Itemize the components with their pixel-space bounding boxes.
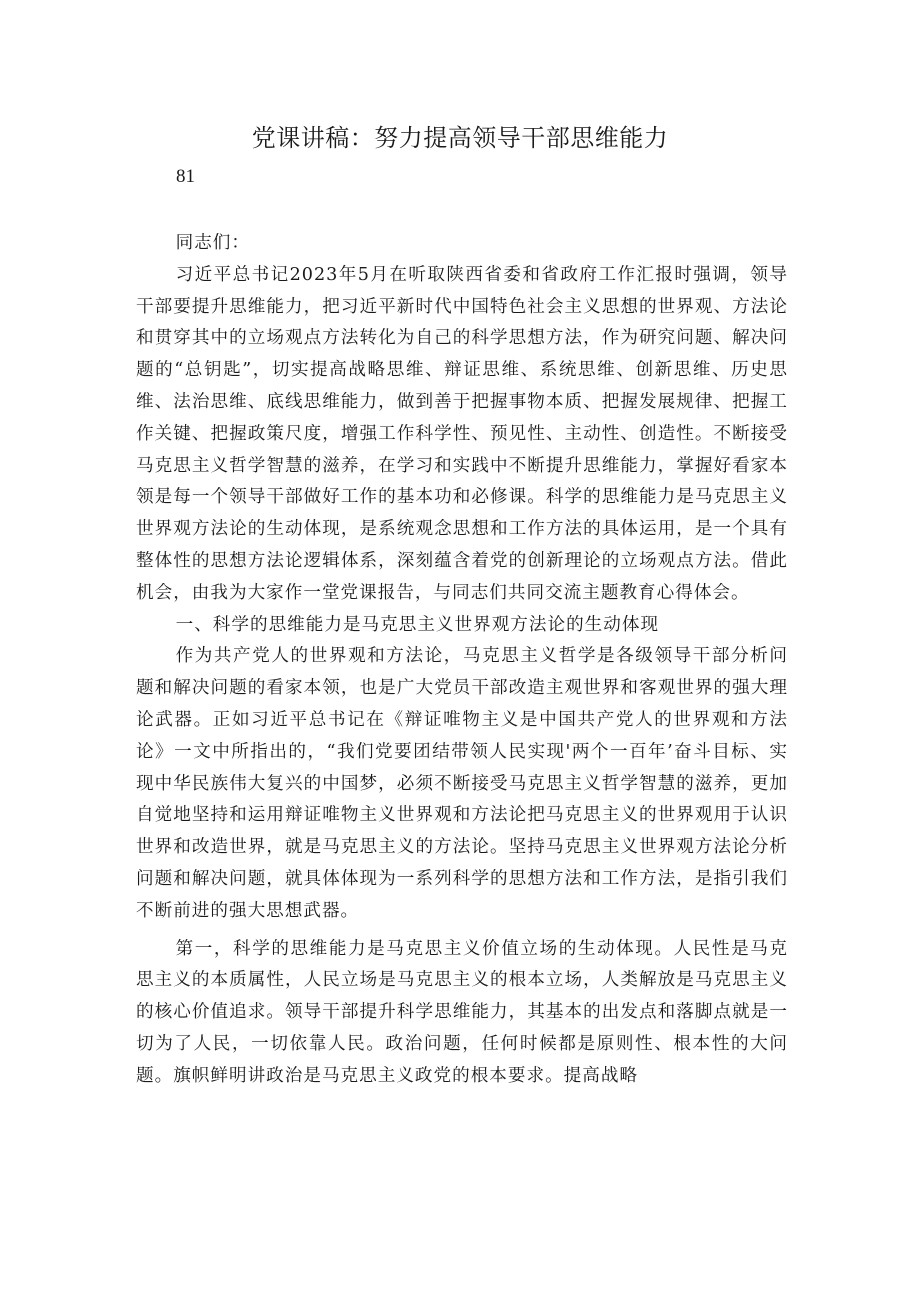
page-number: 81	[176, 166, 195, 187]
salutation: 同志们：	[175, 233, 250, 253]
paragraph-first-point: 第一，科学的思维能力是马克思主义价值立场的生动体现。人民性是马克思主义的本质属性，人民立场是马克思主义的根本立场，人类解放是马克思主义的核心价值追求。领导干部提升科学思维能力，其基本的出发点和落脚点就是一切为了人民，一切依靠人民。政治问题，任何时候都是原则性、根本性的大问题。旗帜鲜明讲政治是马克思主义政党的根本要求。提高战略	[136, 938, 788, 1086]
paragraph-worldview: 作为共产党人的世界观和方法论，马克思主义哲学是各级领导干部分析问题和解决问题的看家本领，也是广大党员干部改造主观世界和客观世界的强大理论武器。正如习近平总书记在《辩证唯物主义是中国共产党人的世界观和方法论》一文中所指出的，“我们党要团结带领人民实现'两个一百年’奋斗目标、实现中华民族伟大复兴的中国梦，必须不断接受马克思主义哲学智慧的滋养，更加自觉地坚持和运用辩证唯物主义世界观和方法论把马克思主义的世界观用于认识世界和改造世界，就是马克思主义的方法论。坚持马克思主义世界观方法论分析问题和解决问题，就具体体现为一系列科学的思想方法和工作方法，是指引我们不断前进的强大思想武器。	[136, 646, 788, 921]
document-body	[136, 228, 788, 1093]
section-heading-1: 一、科学的思维能力是马克思主义世界观方法论的生动体现	[175, 614, 660, 635]
document-title: 党课讲稿：努力提高领导干部思维能力	[251, 124, 669, 152]
paragraph-intro: 习近平总书记2023年5月在听取陕西省委和省政府工作汇报时强调，领导干部要提升思维能力，把习近平新时代中国特色社会主义思想的世界观、方法论和贯穿其中的立场观点方法转化为自己的科学思想方法，作为研究问题、解决问题的“总钥匙”，切实提高战略思维、辩证思维、系统思维、创新思维、历史思维、法治思维、底线思维能力，做到善于把握事物本质、把握发展规律、把握工作关键、把握政策尺度，增强工作科学性、预见性、主动性、创造性。不断接受马克思主义哲学智慧的滋养，在学习和实践中不断提升思维能力，掌握好看家本领是每一个领导干部做好工作的基本功和必修课。科学的思维能力是马克思主义世界观方法论的生动体现，是系统观念思想和工作方法的具体运用，是一个具有整体性的思想方法论逻辑体系，深刻蕴含着党的创新理论的立场观点方法。借此机会，由我为大家作一堂党课报告，与同志们共同交流主题教育心得体会。	[136, 264, 788, 603]
